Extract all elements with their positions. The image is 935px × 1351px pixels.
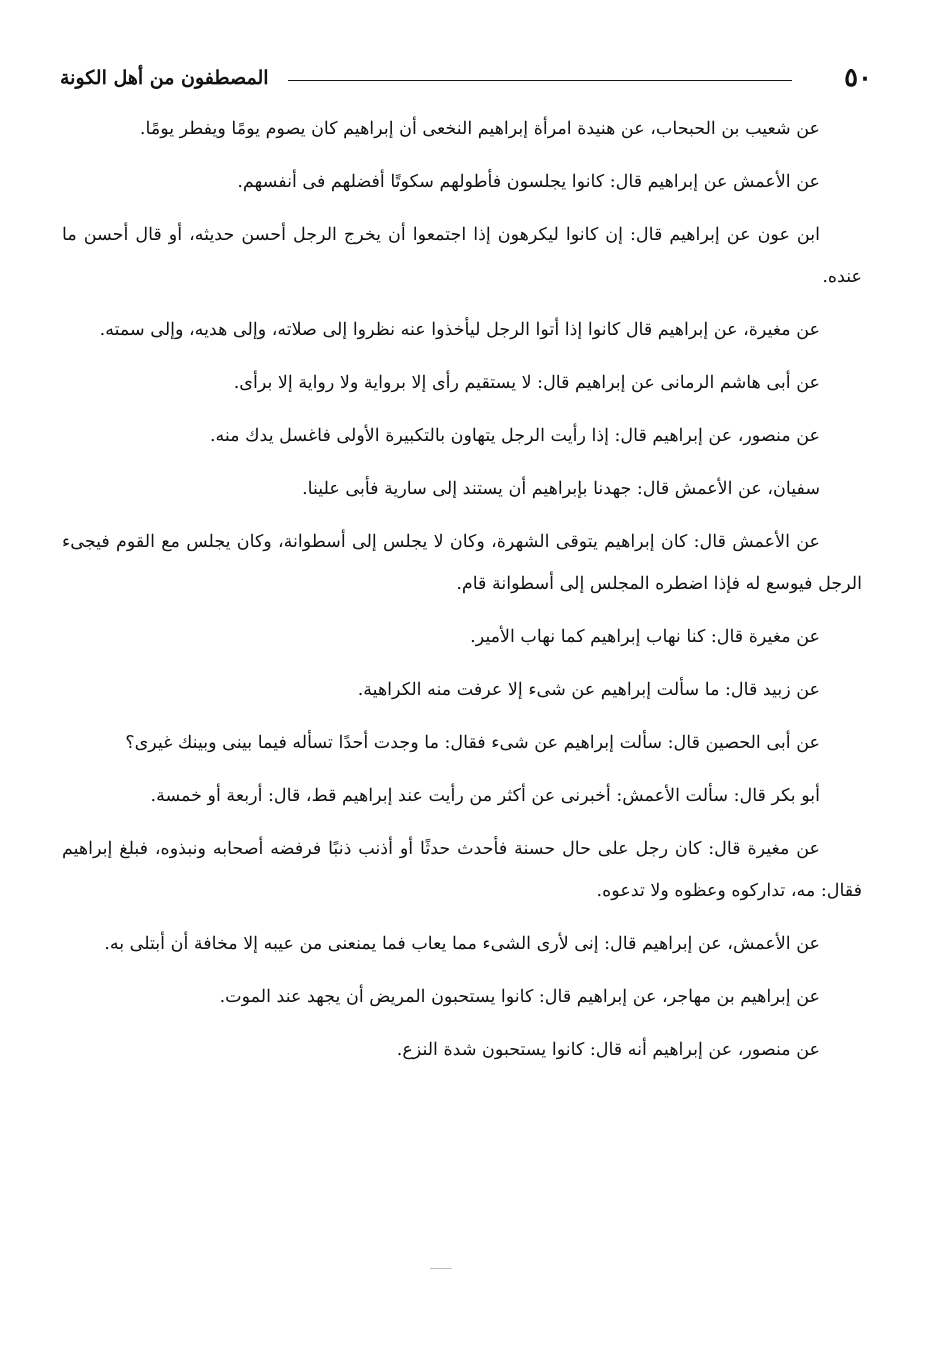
paragraph: عن الأعمش عن إبراهيم قال: كانوا يجلسون فأطولهم سكوتًا أفضلهم فى أنفسهم.	[237, 172, 820, 192]
paragraph: عن الأعمش قال: كان إبراهيم يتوقى الشهرة، وكان لا يجلس إلى أسطوانة، وكان يجلس مع القوم فيجىء الرجل فيوسع له فإذا اضطره المجلس إلى أسطوانة قام.	[62, 532, 862, 594]
paragraph: عن مغيرة قال: كنا نهاب إبراهيم كما نهاب الأمير.	[470, 627, 820, 647]
paragraph: عن إبراهيم بن مهاجر، عن إبراهيم قال: كانوا يستحبون المريض أن يجهد عند الموت.	[219, 987, 820, 1007]
paragraph: عن زبيد قال: ما سألت إبراهيم عن شىء إلا عرفت منه الكراهية.	[357, 680, 820, 700]
scan-artifact	[430, 1268, 452, 1269]
paragraph: ابن عون عن إبراهيم قال: إن كانوا ليكرهون إذا اجتمعوا أن يخرج الرجل أحسن حديثه، أو قال أحسن ما عنده.	[62, 225, 862, 287]
paragraph: أبو بكر قال: سألت الأعمش: أخبرنى عن أكثر من رأيت عند إبراهيم قط، قال: أربعة أو خمسة.	[150, 786, 820, 806]
page-number: ٥٠	[844, 63, 872, 93]
header-rule	[288, 80, 792, 81]
paragraph: عن منصور، عن إبراهيم أنه قال: كانوا يستحبون شدة النزع.	[396, 1040, 820, 1060]
page-body	[62, 108, 862, 1082]
paragraph: عن أبى هاشم الرمانى عن إبراهيم قال: لا يستقيم رأى إلا برواية ولا رواية إلا برأى.	[233, 373, 820, 393]
paragraph: عن مغيرة، عن إبراهيم قال كانوا إذا أتوا الرجل ليأخذوا عنه نظروا إلى صلاته، وإلى هديه، وإلى سمته.	[99, 320, 820, 340]
paragraph: عن الأعمش، عن إبراهيم قال: إنى لأرى الشىء مما يعاب فما يمنعنى من عيبه إلا مخافة أن أبتلى به.	[104, 934, 820, 954]
page-header	[60, 58, 872, 98]
running-title: المصطفون من أهل الكونة	[60, 67, 269, 89]
paragraph: عن أبى الحصين قال: سألت إبراهيم عن شىء فقال: ما وجدت أحدًا تسأله فيما بينى وبينك غيرى؟	[125, 733, 820, 753]
paragraph: عن منصور، عن إبراهيم قال: إذا رأيت الرجل يتهاون بالتكبيرة الأولى فاغسل يدك منه.	[209, 426, 820, 446]
paragraph: عن شعيب بن الحبحاب، عن هنيدة امرأة إبراهيم النخعى أن إبراهيم كان يصوم يومًا ويفطر يومًا.	[139, 119, 820, 139]
paragraph: سفيان، عن الأعمش قال: جهدنا بإبراهيم أن يستند إلى سارية فأبى علينا.	[302, 479, 820, 499]
paragraph: عن مغيرة قال: كان رجل على حال حسنة فأحدث حدثًا أو أذنب ذنبًا فرفضه أصحابه ونبذوه، فبلغ إبراهيم فقال: مه، تداركوه وعظوه ولا تدعوه.	[62, 839, 862, 901]
